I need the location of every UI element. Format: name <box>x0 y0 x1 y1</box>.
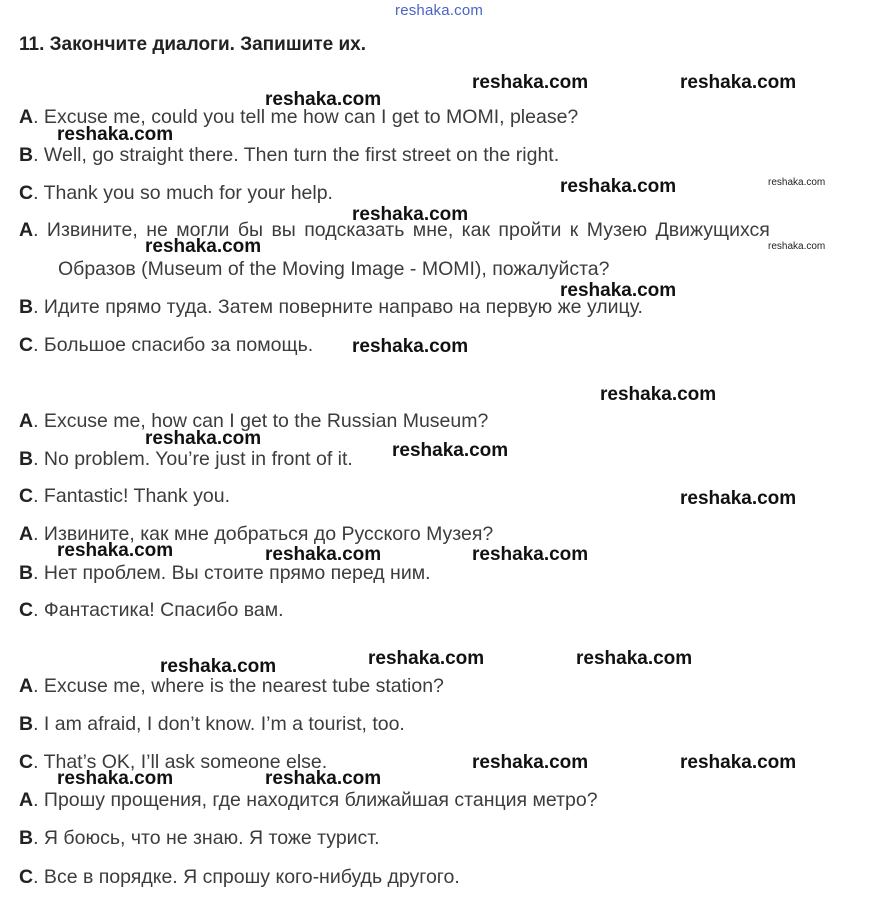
line-text: Прошу прощения, где находится ближайшая станция метро? <box>38 789 598 811</box>
speaker-label: B <box>19 713 34 735</box>
watermark: reshaka.com <box>352 336 469 357</box>
speaker-label: B <box>19 296 34 318</box>
speaker-label: A <box>19 675 34 697</box>
speaker-separator: . <box>33 144 39 166</box>
line-text: No problem. You’re just in front of it. <box>38 448 353 470</box>
watermark: reshaka.com <box>472 752 589 773</box>
speaker-label: A <box>19 106 34 128</box>
dialog-1-line-6 <box>19 334 313 357</box>
watermark: reshaka.com <box>680 752 797 773</box>
watermark: reshaka.com <box>145 428 262 449</box>
line-text: Образов (Museum of the Moving Image - MOMI), пожалуйста? <box>58 258 610 280</box>
line-text: Большое спасибо за помощь. <box>38 334 314 356</box>
line-text: Фантастика! Спасибо вам. <box>38 599 284 621</box>
watermark: reshaka.com <box>352 204 469 225</box>
speaker-separator: . <box>33 523 39 545</box>
line-text: I am afraid, I don’t know. I’m a tourist, too. <box>38 713 405 735</box>
speaker-separator: . <box>33 713 39 735</box>
dialog-3-line-2 <box>19 713 405 736</box>
site-header-link[interactable]: reshaka.com <box>395 2 484 19</box>
speaker-separator: . <box>33 296 39 318</box>
watermark: reshaka.com <box>680 72 797 93</box>
dialog-1-line-3 <box>19 182 333 205</box>
dialog-1-line-2 <box>19 144 559 167</box>
speaker-separator: . <box>33 485 39 507</box>
watermark: reshaka.com <box>265 544 382 565</box>
speaker-label: C <box>19 182 34 204</box>
speaker-separator: . <box>33 866 39 888</box>
dialog-2-line-3 <box>19 485 230 508</box>
speaker-label: C <box>19 334 34 356</box>
speaker-separator: . <box>33 751 39 773</box>
dialog-3-line-5 <box>19 827 380 850</box>
speaker-label: A <box>19 410 34 432</box>
speaker-label: C <box>19 485 34 507</box>
watermark: reshaka.com <box>768 241 826 252</box>
speaker-separator: . <box>33 448 39 470</box>
speaker-label: B <box>19 827 34 849</box>
speaker-separator: . <box>33 789 39 811</box>
dialog-1-line-5 <box>19 296 643 319</box>
watermark: reshaka.com <box>560 280 677 301</box>
line-text: That’s OK, I’ll ask someone else. <box>38 751 328 773</box>
line-text: Excuse me, where is the nearest tube station? <box>38 675 444 697</box>
line-text: Извините, не могли бы вы подсказать мне, как пройти к Музею Движущихся <box>38 219 770 241</box>
speaker-label: B <box>19 562 34 584</box>
line-text: Excuse me, could you tell me how can I get to MOMI, please? <box>38 106 579 128</box>
dialog-3-line-4 <box>19 789 598 812</box>
watermark: reshaka.com <box>680 488 797 509</box>
dialog-3-line-6 <box>19 866 460 889</box>
dialog-1-line-4-continued <box>58 258 610 281</box>
line-text: Извините, как мне добраться до Русского Музея? <box>38 523 494 545</box>
watermark: reshaka.com <box>265 768 382 789</box>
speaker-separator: . <box>33 334 39 356</box>
watermark: reshaka.com <box>57 540 174 561</box>
line-text: Нет проблем. Вы стоите прямо перед ним. <box>38 562 431 584</box>
line-text: Я боюсь, что не знаю. Я тоже турист. <box>38 827 380 849</box>
watermark: reshaka.com <box>145 236 262 257</box>
line-text: Все в порядке. Я спрошу кого-нибудь другого. <box>38 866 460 888</box>
speaker-separator: . <box>33 562 39 584</box>
speaker-label: C <box>19 866 34 888</box>
speaker-separator: . <box>33 410 39 432</box>
speaker-label: B <box>19 144 34 166</box>
dialog-2-line-6 <box>19 599 284 622</box>
speaker-label: C <box>19 751 34 773</box>
watermark: reshaka.com <box>392 440 509 461</box>
watermark: reshaka.com <box>472 544 589 565</box>
line-text: Well, go straight there. Then turn the first street on the right. <box>38 144 560 166</box>
watermark: reshaka.com <box>472 72 589 93</box>
speaker-separator: . <box>33 827 39 849</box>
speaker-separator: . <box>33 182 39 204</box>
speaker-label: A <box>19 789 34 811</box>
line-text: Excuse me, how can I get to the Russian Museum? <box>38 410 489 432</box>
speaker-label: B <box>19 448 34 470</box>
watermark: reshaka.com <box>368 648 485 669</box>
line-text: Thank you so much for your help. <box>38 182 333 204</box>
watermark: reshaka.com <box>560 176 677 197</box>
speaker-label: A <box>19 523 34 545</box>
dialog-3-line-1 <box>19 675 444 698</box>
watermark: reshaka.com <box>160 656 277 677</box>
speaker-separator: . <box>33 599 39 621</box>
speaker-separator: . <box>33 106 39 128</box>
speaker-label: A <box>19 219 34 241</box>
line-text: Идите прямо туда. Затем поверните направо на первую же улицу. <box>38 296 643 318</box>
watermark: reshaka.com <box>576 648 693 669</box>
watermark: reshaka.com <box>57 124 174 145</box>
watermark: reshaka.com <box>600 384 717 405</box>
watermark: reshaka.com <box>768 177 826 188</box>
line-text: Fantastic! Thank you. <box>38 485 231 507</box>
speaker-separator: . <box>33 219 39 241</box>
watermark: reshaka.com <box>57 768 174 789</box>
task-title: 11. Закончите диалоги. Запишите их. <box>19 34 367 55</box>
watermark: reshaka.com <box>265 89 382 110</box>
speaker-separator: . <box>33 675 39 697</box>
dialog-2-line-2 <box>19 448 353 471</box>
speaker-label: C <box>19 599 34 621</box>
